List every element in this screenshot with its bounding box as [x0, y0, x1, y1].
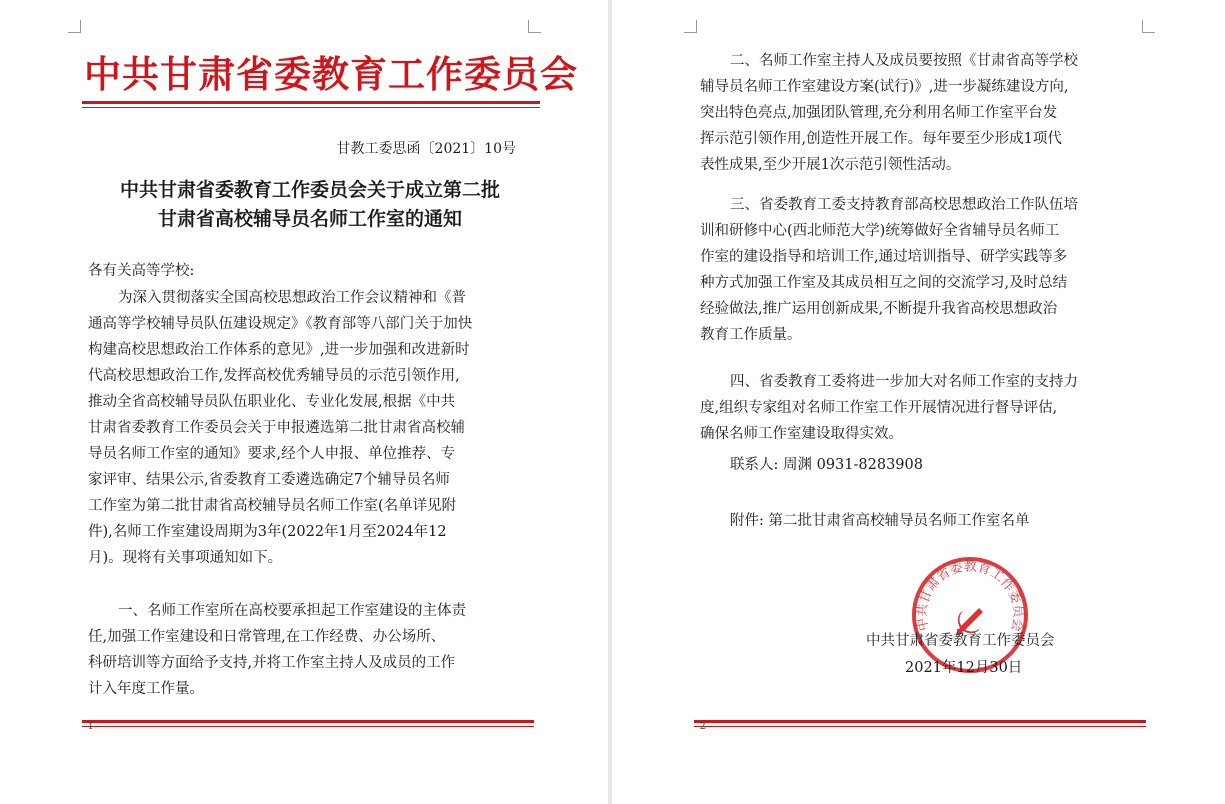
footer-red-line-thin [82, 726, 534, 727]
item-3-paragraph [700, 192, 1078, 348]
text-line: 甘肃省委教育工作委员会关于申报遴选第二批甘肃省高校辅 [88, 420, 465, 436]
text-line: 辅导员名师工作室建设方案(试行)》,进一步凝练建设方向, [700, 79, 1069, 95]
corner-mark [1142, 20, 1155, 33]
corner-mark [68, 20, 81, 33]
text-line: 工作室为第二批甘肃省高校辅导员名师工作室(名单详见附 [88, 498, 457, 514]
text-line: 教育工作质量。 [700, 327, 802, 343]
signature-date: 2021年12月30日 [905, 660, 1023, 676]
item-1-paragraph [88, 598, 466, 702]
issuer-header: 中共甘肃省委教育工作委员会 [84, 52, 578, 96]
contact-line: 联系人: 周渊 0931-8283908 [730, 457, 923, 473]
title-line-2: 甘肃省高校辅导员名师工作室的通知 [157, 208, 462, 230]
text-line: 一、名师工作室所在高校要承担起工作室建设的主体责 [118, 603, 466, 619]
text-line: 经验做法,推广运用创新成果,不断提升我省高校思想政治 [700, 301, 1058, 317]
footer-red-line [82, 720, 534, 723]
text-line: 三、省委教育工委支持教育部高校思想政治工作队伍培 [730, 197, 1078, 213]
corner-mark [684, 20, 697, 33]
text-line: 二、名师工作室主持人及成员要按照《甘肃省高等学校 [730, 53, 1078, 69]
text-line: 月)。现将有关事项通知如下。 [88, 550, 283, 566]
corner-mark [528, 20, 541, 33]
attachment-line: 附件: 第二批甘肃省高校辅导员名师工作室名单 [730, 513, 1030, 529]
page-number: - 1 - [82, 722, 100, 732]
text-line: 种方式加强工作室及其成员相互之间的交流学习,及时总结 [700, 275, 1068, 291]
document-page-1 [0, 0, 608, 804]
text-line: 作室的建设指导和培训工作,通过培训指导、研学实践等多 [700, 249, 1068, 265]
text-line: 度,组织专家组对名师工作室工作开展情况进行督导评估, [700, 400, 1058, 416]
intro-paragraph [88, 285, 472, 571]
header-red-line-thin [82, 107, 540, 108]
header-red-line [82, 101, 540, 104]
footer-red-line-thin [694, 726, 1146, 727]
item-2-paragraph [700, 48, 1078, 178]
text-line: 家评审、结果公示,省委教育工委遴选确定7个辅导员名师 [88, 472, 450, 488]
text-line: 任,加强工作室建设和日常管理,在工作经费、办公场所、 [88, 629, 446, 645]
text-line: 表性成果,至少开展1次示范引领性活动。 [700, 157, 961, 173]
document-number: 甘教工委思函〔2021〕10号 [336, 141, 516, 157]
signature-organization: 中共甘肃省委教育工作委员会 [866, 633, 1055, 649]
text-line: 导员名师工作室的通知》要求,经个人申报、单位推荐、专 [88, 446, 456, 462]
seal-text: 中共甘肃省委教育工作委员会 [914, 559, 1026, 633]
title-line-1: 中共甘肃省委教育工作委员会关于成立第二批 [119, 179, 500, 201]
footer-red-line [694, 720, 1146, 723]
text-line: 科研培训等方面给予支持,并将工作室主持人及成员的工作 [88, 655, 456, 671]
text-line: 代高校思想政治工作,发挥高校优秀辅导员的示范引领作用, [88, 368, 460, 384]
item-4-paragraph [700, 369, 1078, 447]
text-line: 挥示范引领作用,创造性开展工作。每年要至少形成1项代 [700, 131, 1062, 147]
text-line: 构建高校思想政治工作体系的意见》,进一步加强和改进新时 [88, 342, 470, 358]
text-line: 训和研修中心(西北师范大学)统筹做好全省辅导员名师工 [700, 223, 1060, 239]
text-line: 确保名师工作室建设取得实效。 [700, 426, 903, 442]
text-line: 推动全省高校辅导员队伍职业化、专业化发展,根据《中共 [88, 394, 456, 410]
text-line: 通高等学校辅导员队伍建设规定》《教育部等八部门关于加快 [88, 316, 473, 332]
text-line: 计入年度工作量。 [88, 681, 204, 697]
text-line: 件),名师工作室建设周期为3年(2022年1月至2024年12 [88, 524, 447, 540]
text-line: 四、省委教育工委将进一步加大对名师工作室的支持力 [730, 374, 1078, 390]
text-line: 为深入贯彻落实全国高校思想政治工作会议精神和《普 [118, 290, 466, 306]
salutation: 各有关高等学校: [88, 263, 195, 279]
page-number: - 2 - [694, 722, 712, 732]
text-line: 突出特色亮点,加强团队管理,充分利用名师工作室平台发 [700, 105, 1058, 121]
